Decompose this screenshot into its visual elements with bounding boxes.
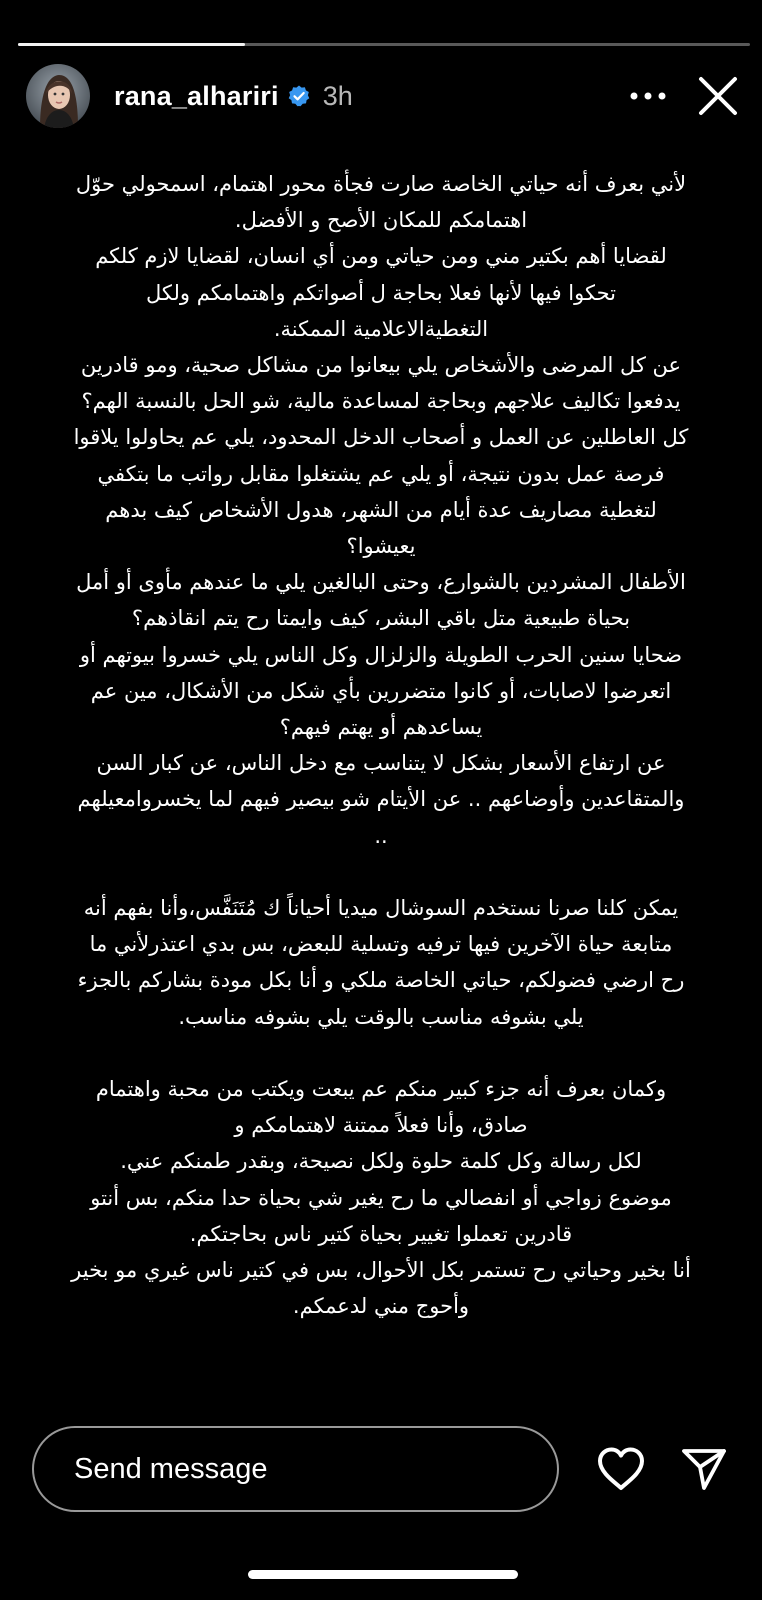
story-text-line: الأطفال المشردين بالشوارع، وحتى البالغين يلي ما عندهم مأوى أو أمل bbox=[76, 570, 686, 595]
story-progress-bar bbox=[18, 43, 750, 46]
story-text-line: لتغطية مصاريف عدة أيام من الشهر، هدول الأشخاص كيف بدهم bbox=[105, 497, 657, 522]
close-button[interactable] bbox=[694, 72, 742, 120]
story-text-line: أنا بخير وحياتي رح تستمر بكل الأحوال، بس في كتير ناس غيري مو بخير bbox=[71, 1258, 691, 1283]
story-text-line: عن كل المرضى والأشخاص يلي بيعانوا من مشاكل صحية، ومو قادرين bbox=[80, 353, 682, 378]
story-text-line: والمتقاعدين وأوضاعهم .. عن الأيتام شو بيصير فيهم لما يخسروامعيلهم bbox=[77, 787, 685, 812]
story-text-line: يعيشوا؟ bbox=[346, 534, 416, 559]
story-text-line: بحياة طبيعية متل باقي البشر، كيف وايمتا رح يتم انقاذهم؟ bbox=[131, 606, 631, 631]
story-text-line: لأني بعرف أنه حياتي الخاصة صارت فجأة محور اهتمام، اسمحولي حوّل bbox=[75, 172, 687, 196]
story-text-line: كل العاطلين عن العمل و أصحاب الدخل المحدود، يلي عم يحاولوا يلاقوا bbox=[73, 425, 689, 450]
story-text-line: يساعدهم أو يهتم فيهم؟ bbox=[279, 715, 483, 740]
story-progress-fill bbox=[18, 43, 245, 46]
verified-badge-icon bbox=[287, 84, 311, 108]
close-icon bbox=[697, 75, 739, 117]
story-text-body bbox=[18, 166, 744, 1324]
story-text-line: يلي بشوفه مناسب بالوقت يلي بشوفه مناسب. bbox=[178, 1004, 584, 1029]
story-text-line: يدفعوا تكاليف علاجهم وبحاجة لمساعدة مالية، شو الحل بالنسبة الهم؟ bbox=[81, 389, 681, 414]
story-text-line: لقضايا أهم بكتير مني ومن حياتي ومن أي انسان، لقضايا لازم كلكم bbox=[95, 244, 667, 269]
more-options-button[interactable] bbox=[624, 76, 672, 116]
story-text-line: يمكن كلنا صرنا نستخدم السوشال ميديا أحياناً ك مُتَنَفَّس،وأنا بفهم أنه bbox=[83, 896, 679, 921]
story-text-line: .. bbox=[374, 823, 388, 848]
more-icon bbox=[628, 91, 668, 101]
send-message-input[interactable] bbox=[32, 1426, 559, 1512]
heart-icon bbox=[596, 1446, 646, 1492]
send-icon bbox=[681, 1446, 727, 1492]
username[interactable]: rana_alhariri bbox=[114, 80, 279, 111]
story-text-line: رح ارضي فضولكم، حياتي الخاصة ملكي و أنا بكل مودة بشاركم بالجزء bbox=[77, 968, 685, 993]
story-blank-line bbox=[18, 1035, 744, 1071]
story-text-line: فرصة عمل بدون نتيجة، أو يلي عم يشتغلوا مقابل رواتب ما بتكفي bbox=[97, 461, 665, 486]
avatar[interactable] bbox=[26, 64, 90, 128]
story-text-line: وأحوج مني لدعمكم. bbox=[292, 1294, 470, 1319]
story-text-line: لكل رسالة وكل كلمة حلوة ولكل نصيحة، وبقدر طمنكم عني. bbox=[120, 1149, 642, 1174]
home-indicator bbox=[248, 1570, 518, 1579]
like-button[interactable] bbox=[593, 1441, 649, 1497]
story-text-line: موضوع زواجي أو انفصالي ما رح يغير شي بحياة حدا منكم، بس أنتو bbox=[90, 1185, 672, 1210]
story-header bbox=[26, 64, 742, 128]
story-text-line: اهتمامكم للمكان الأصح و الأفضل. bbox=[234, 208, 528, 233]
story-text-line: متابعة حياة الآخرين فيها ترفيه وتسلية للبعض، بس بدي اعتذرلأني ما bbox=[89, 932, 673, 957]
story-text-line: قادرين تعملوا تغيير بحياة كتير ناس بحاجتكم. bbox=[189, 1221, 573, 1246]
story-footer bbox=[32, 1424, 732, 1514]
story-text-line: وكمان بعرف أنه جزء كبير منكم عم يبعت ويكتب من محبة واهتمام bbox=[95, 1077, 667, 1102]
story-text-line: اتعرضوا لاصابات، أو كانوا متضررين بأي شكل من الأشكال، مين عم bbox=[90, 678, 672, 703]
story-text-line: ضحايا سنين الحرب الطويلة والزلزال وكل الناس يلي خسروا بيوتهم أو bbox=[79, 642, 683, 667]
story-text-line: صادق، وأنا فعلاً ممتنة لاهتمامكم و bbox=[234, 1113, 528, 1138]
story-text-line: التغطيةالاعلامية الممكنة. bbox=[273, 316, 489, 341]
post-timestamp: 3h bbox=[322, 80, 353, 111]
story-text-line: تحكوا فيها لأنها فعلا بحاجة ل أصواتكم واهتمامكم ولكل bbox=[146, 280, 616, 305]
story-text-line: عن ارتفاع الأسعار بشكل لا يتناسب مع دخل الناس، عن كبار السن bbox=[96, 751, 666, 776]
story-blank-line bbox=[18, 854, 744, 890]
send-button[interactable] bbox=[676, 1441, 732, 1497]
